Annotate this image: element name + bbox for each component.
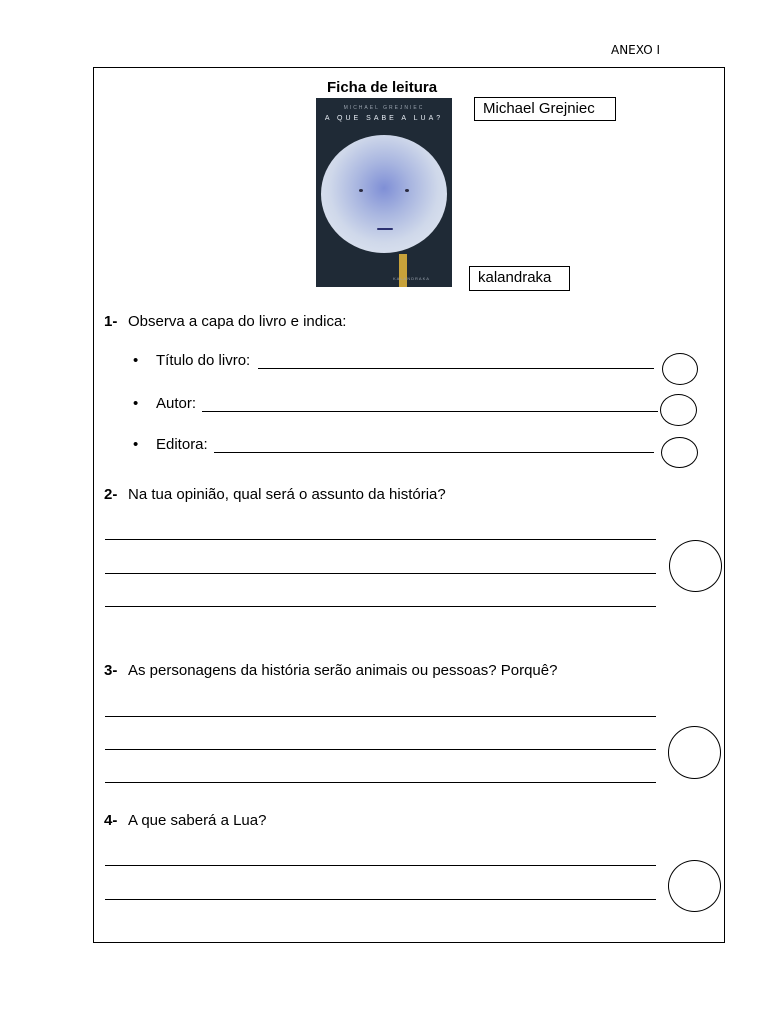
score-circle — [662, 353, 698, 385]
score-circle — [660, 394, 697, 426]
answer-line[interactable] — [105, 782, 656, 783]
question-text: As personagens da história serão animais ou pessoas? Porquê? — [128, 662, 558, 679]
question-1 — [104, 313, 346, 330]
cover-author-text: MICHAEL GREJNIEC — [343, 105, 425, 111]
answer-line[interactable] — [105, 716, 656, 717]
answer-line[interactable] — [214, 452, 654, 453]
cover-publisher-text: KALANDRAKA — [393, 276, 430, 281]
answer-line[interactable] — [105, 573, 656, 574]
bullet-label: Editora: — [156, 436, 208, 453]
question-text: Observa a capa do livro e indica: — [128, 313, 347, 330]
question-number: 3- — [104, 662, 118, 679]
bullet-item-author — [133, 395, 197, 412]
question-number: 4- — [104, 812, 118, 829]
answer-line[interactable] — [105, 749, 656, 750]
bullet-label: Autor: — [156, 395, 197, 412]
bullet-item-publisher — [133, 436, 208, 453]
question-3 — [104, 662, 557, 679]
cover-moon-eye-right — [405, 189, 409, 192]
publisher-label-box: kalandraka — [469, 266, 570, 291]
answer-line[interactable] — [105, 899, 656, 900]
cover-moon-mouth — [377, 228, 393, 230]
worksheet-title: Ficha de leitura — [327, 79, 438, 96]
score-circle — [661, 437, 698, 468]
annex-label: ANEXO I — [611, 43, 661, 57]
score-circle — [668, 726, 721, 779]
cover-giraffe — [399, 254, 407, 287]
bullet-icon: • — [133, 352, 139, 369]
answer-line[interactable] — [258, 368, 654, 369]
cover-title-text: A QUE SABE A LUA? — [324, 115, 444, 122]
question-number: 1- — [104, 313, 118, 330]
cover-moon-eye-left — [359, 189, 363, 192]
bullet-icon: • — [133, 395, 139, 412]
question-number: 2- — [104, 486, 118, 503]
bullet-item-title — [133, 352, 251, 369]
question-text: A que saberá a Lua? — [128, 812, 267, 829]
answer-line[interactable] — [202, 411, 658, 412]
question-text: Na tua opinião, qual será o assunto da história? — [128, 486, 446, 503]
question-4 — [104, 812, 266, 829]
bullet-label: Título do livro: — [156, 352, 251, 369]
book-cover-image — [316, 98, 452, 287]
author-label-box: Michael Grejniec — [474, 97, 616, 121]
answer-line[interactable] — [105, 606, 656, 607]
bullet-icon: • — [133, 436, 139, 453]
score-circle — [668, 860, 721, 912]
question-2 — [104, 486, 446, 503]
answer-line[interactable] — [105, 539, 656, 540]
answer-line[interactable] — [105, 865, 656, 866]
cover-moon — [321, 135, 447, 253]
score-circle — [669, 540, 722, 592]
